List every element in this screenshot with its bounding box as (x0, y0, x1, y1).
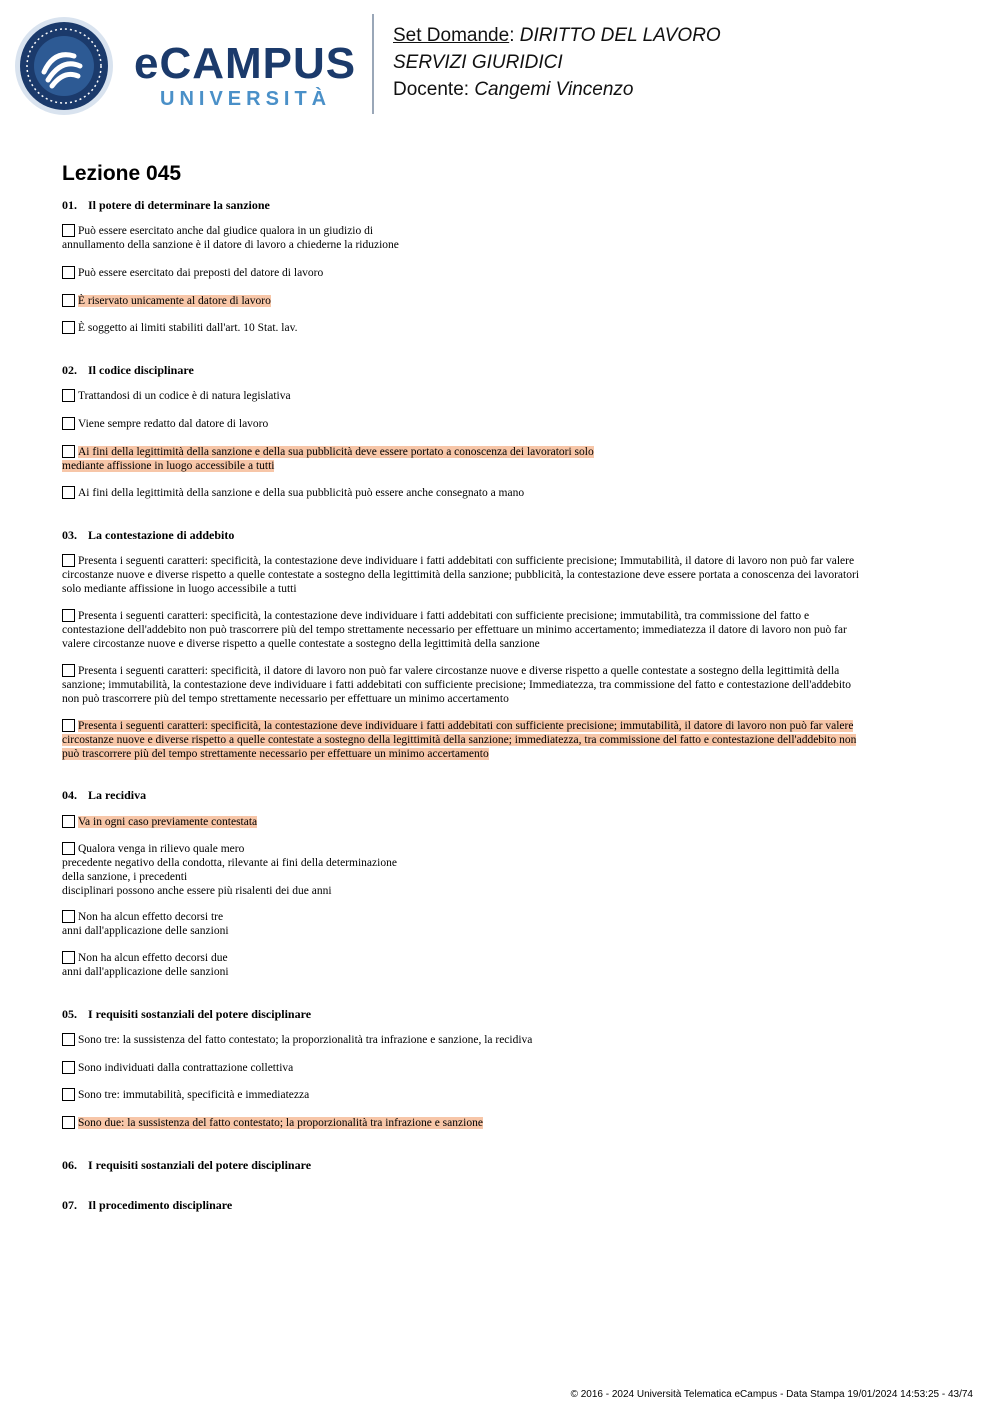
answer-text: solo mediante affissione in luogo accessibile a tutti (62, 583, 297, 595)
question-title (62, 528, 932, 542)
page-header (0, 0, 1000, 130)
question-text: La contestazione di addebito (88, 528, 235, 542)
answer-text: Non ha alcun effetto decorsi tre (78, 911, 224, 923)
answer-checkbox[interactable] (62, 294, 75, 307)
answer-checkbox[interactable] (62, 266, 75, 279)
answer-text: Può essere esercitato dai preposti del datore di lavoro (78, 267, 324, 279)
answer-text: Presenta i seguenti caratteri: specificità, la contestazione deve individuare i fatti addebitati con sufficiente precisione; immutabilità, il datore di lavoro non può far valere (78, 720, 854, 732)
answer-option (62, 294, 928, 308)
answer-checkbox[interactable] (62, 664, 75, 677)
answer-text: Ai fini della legittimità della sanzione e della sua pubblicità deve essere portato a conoscenza dei lavoratori solo (78, 446, 594, 458)
question-number: 02. (62, 363, 77, 377)
answer-text: circostanze nuove e diverse rispetto a quelle contestate a sostegno della legittimità della sanzione; immediatezza, tra commissione del fatto e contestazione dell'addebito non (62, 734, 857, 746)
answer-text: Può essere esercitato anche dal giudice qualora in un giudizio di (78, 225, 374, 237)
answer-option (62, 1088, 928, 1102)
answer-checkbox[interactable] (62, 1116, 75, 1129)
answer-text: È soggetto ai limiti stabiliti dall'art. 10 Stat. lav. (78, 322, 298, 334)
answer-checkbox[interactable] (62, 445, 75, 458)
answer-checkbox[interactable] (62, 815, 75, 828)
answer-checkbox[interactable] (62, 417, 75, 430)
answer-checkbox[interactable] (62, 554, 75, 567)
answer-text: Non ha alcun effetto decorsi due (78, 952, 228, 964)
answer-text: annullamento della sanzione è il datore di lavoro a chiederne la riduzione (62, 239, 399, 251)
answer-text: precedente negativo della condotta, rilevante ai fini della determinazione (62, 857, 397, 869)
answer-text: Presenta i seguenti caratteri: specificità, la contestazione deve individuare i fatti addebitati con sufficiente precisione; immutabilità, tra commissione del fatto e (78, 610, 810, 622)
question-text: Il potere di determinare la sanzione (88, 198, 270, 212)
question-number: 06. (62, 1158, 77, 1172)
answer-text: Trattandosi di un codice è di natura legislativa (78, 390, 291, 402)
answer-text: Sono due: la sussistenza del fatto contestato; la proporzionalità tra infrazione e sanzione (78, 1117, 483, 1129)
answer-text: Va in ogni caso previamente contestata (78, 816, 258, 828)
teacher-name: Cangemi Vincenzo (474, 79, 634, 100)
answer-checkbox[interactable] (62, 609, 75, 622)
answer-text: Qualora venga in rilievo quale mero (78, 843, 245, 855)
answer-checkbox[interactable] (62, 1088, 75, 1101)
question-text: I requisiti sostanziali del potere disciplinare (88, 1158, 312, 1172)
answer-checkbox[interactable] (62, 486, 75, 499)
answer-option (62, 609, 928, 651)
answer-text: sanzione; immutabilità, la contestazione deve individuare i fatti addebitati con sufficiente precisione; Immediatezza, tra commissione del fatto e contestazione dell'addebito (62, 679, 852, 691)
question-title (62, 1198, 932, 1212)
answer-checkbox[interactable] (62, 1061, 75, 1074)
answer-text: Ai fini della legittimità della sanzione e della sua pubblicità può essere anche consegnato a mano (78, 487, 525, 499)
answer-text: Sono tre: la sussistenza del fatto contestato; la proporzionalità tra infrazione e sanzione, la recidiva (78, 1034, 533, 1046)
answer-option (62, 719, 928, 761)
answer-option (62, 445, 928, 473)
answer-text: anni dall'applicazione delle sanzioni (62, 925, 229, 937)
answer-text: circostanze nuove e diverse rispetto a quelle contestate a sostegno della legittimità della sanzione; pubblicità, la contestazione deve essere portata a conoscenza dei lavoratori (62, 569, 860, 581)
question-text: I requisiti sostanziali del potere disciplinare (88, 1007, 312, 1021)
ecampus-emblem-icon (14, 16, 114, 116)
answer-text: Presenta i seguenti caratteri: specificità, la contestazione deve individuare i fatti addebitati con sufficiente precisione; Immutabilità, il datore di lavoro non può far valere (78, 555, 855, 567)
answer-option (62, 417, 928, 431)
answer-text: della sanzione, i precedenti (62, 871, 188, 883)
question-number: 01. (62, 198, 77, 212)
answer-checkbox[interactable] (62, 910, 75, 923)
answer-option (62, 266, 928, 280)
question-title (62, 788, 932, 802)
answer-checkbox[interactable] (62, 224, 75, 237)
logo-subtitle: UNIVERSITÀ (160, 88, 332, 110)
set-label: Set Domande (393, 25, 510, 46)
question-title (62, 1158, 932, 1172)
answer-checkbox[interactable] (62, 842, 75, 855)
answer-text: non può trascorrere più del tempo strettamente necessario per effettuare un minimo accertamento (62, 693, 509, 705)
page-footer: © 2016 - 2024 Università Telematica eCampus - Data Stampa 19/01/2024 14:53:25 - 43/74 (570, 1389, 973, 1400)
question-number: 07. (62, 1198, 77, 1212)
answer-option (62, 389, 928, 403)
answer-text: Sono tre: immutabilità, specificità e immediatezza (78, 1089, 310, 1101)
answer-option (62, 815, 928, 829)
question-number: 05. (62, 1007, 77, 1021)
answer-option (62, 321, 928, 335)
answer-text: disciplinari possono anche essere più risalenti dei due anni (62, 885, 332, 897)
answer-option (62, 951, 928, 979)
answer-text: mediante affissione in luogo accessibile a tutti (62, 460, 275, 472)
question-title (62, 198, 932, 212)
question-number: 04. (62, 788, 77, 802)
question-text: La recidiva (88, 788, 147, 802)
question-title (62, 363, 932, 377)
answer-text: anni dall'applicazione delle sanzioni (62, 966, 229, 978)
lesson-title: Lezione 045 (62, 162, 182, 185)
answer-text: Viene sempre redatto dal datore di lavoro (78, 418, 269, 430)
answer-checkbox[interactable] (62, 389, 75, 402)
answer-option (62, 1033, 928, 1047)
answer-option (62, 1061, 928, 1075)
answer-text: valere circostanze nuove e diverse rispetto a quelle contestate a sostegno della legittimità della sanzione (62, 638, 540, 650)
question-title (62, 1007, 932, 1021)
header-divider (372, 14, 374, 114)
answer-option (62, 486, 928, 500)
question-text: Il procedimento disciplinare (88, 1198, 233, 1212)
answer-text: Presenta i seguenti caratteri: specificità, il datore di lavoro non può far valere circostanze nuove e diverse rispetto a quelle contestate a sostegno della legittimità della (78, 665, 840, 677)
answer-text: può trascorrere più del tempo strettamente necessario per effettuare un minimo accertamento (62, 748, 489, 760)
teacher-label: Docente: (393, 79, 470, 100)
answer-option (62, 1116, 928, 1130)
logo-wordmark: eCAMPUS (134, 39, 357, 88)
answer-option (62, 842, 928, 898)
question-text: Il codice disciplinare (88, 363, 194, 377)
answer-text: Sono individuati dalla contrattazione collettiva (78, 1062, 294, 1074)
answer-checkbox[interactable] (62, 1033, 75, 1046)
answer-text: contestazione dell'addebito non può trascorrere più del tempo strettamente necessario per effettuare un minimo accertamento; immediatezza il datore di lavoro non può far (62, 624, 847, 636)
course-name: DIRITTO DEL LAVORO (519, 25, 721, 46)
answer-option (62, 910, 928, 938)
question-number: 03. (62, 528, 77, 542)
answer-checkbox[interactable] (62, 951, 75, 964)
answer-checkbox[interactable] (62, 719, 75, 732)
answer-text: È riservato unicamente al datore di lavoro (78, 295, 271, 307)
answer-option (62, 554, 928, 596)
course-name-line2: SERVIZI GIURIDICI (393, 52, 563, 73)
answer-checkbox[interactable] (62, 321, 75, 334)
answer-option (62, 224, 928, 252)
header-info: Set Domande: DIRITTO DEL LAVORO SERVIZI GIURIDICI Docente: Cangemi Vincenzo (393, 25, 721, 100)
answer-option (62, 664, 928, 706)
